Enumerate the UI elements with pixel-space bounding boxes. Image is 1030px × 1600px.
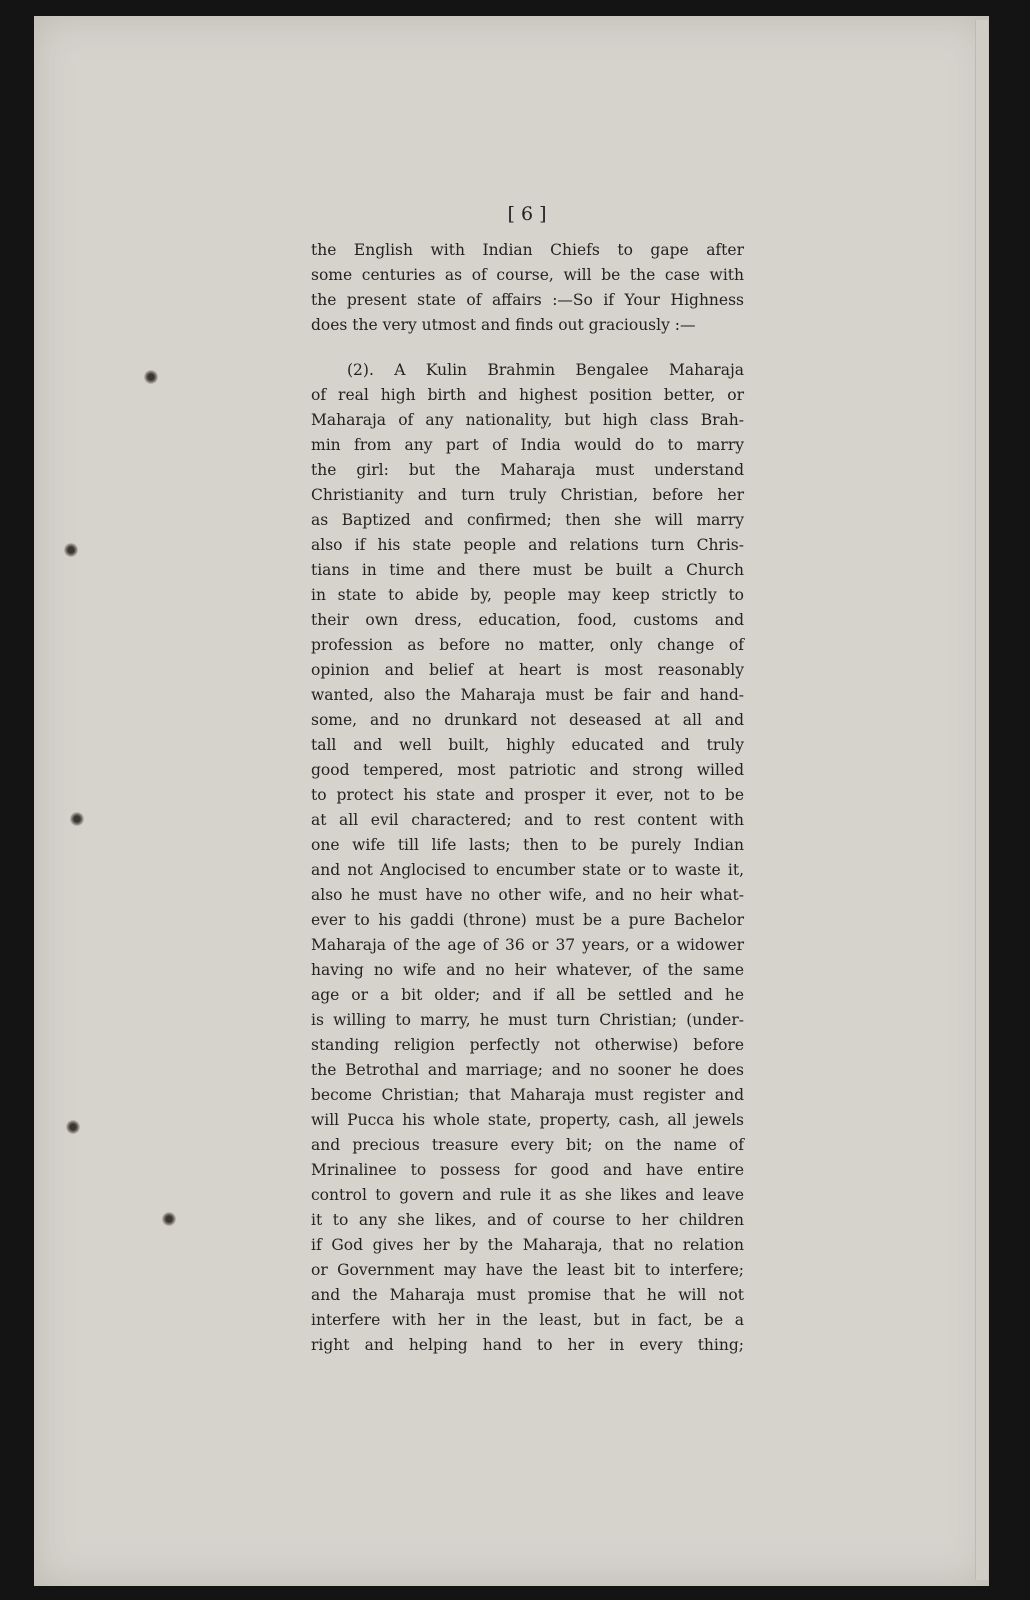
text-line: and precious treasure every bit; on the name of [311,1136,744,1154]
text-line: the girl: but the Maharaja must understand [311,461,744,479]
text-line: good tempered, most patriotic and strong willed [311,761,744,779]
page-edge [975,20,988,1580]
text-line: in state to abide by, people may keep strictly to [311,586,744,604]
punch-hole [70,812,84,826]
text-line: age or a bit older; and if all be settled and he [311,986,744,1004]
paragraph-gap [311,338,744,358]
text-line: tians in time and there must be built a Church [311,561,744,579]
text-line: also he must have no other wife, and no heir what- [311,886,744,904]
punch-hole [64,543,78,557]
text-line: of real high birth and highest position better, or [311,386,744,404]
text-line: as Baptized and confirmed; then she will marry [311,511,744,529]
text-line: Christianity and turn truly Christian, before her [311,486,744,504]
text-line: it to any she likes, and of course to her children [311,1211,744,1229]
text-line: having no wife and no heir whatever, of the same [311,961,744,979]
text-line: also if his state people and relations turn Chris- [311,536,744,554]
text-line: tall and well built, highly educated and truly [311,736,744,754]
text-line: some centuries as of course, will be the case with [311,266,744,284]
text-line: ever to his gaddi (throne) must be a pure Bachelor [311,911,744,929]
text-line: min from any part of India would do to marry [311,436,744,454]
page-number: [ 6 ] [507,203,547,225]
punch-hole [66,1120,80,1134]
text-line: wanted, also the Maharaja must be fair and hand- [311,686,744,704]
body-text [311,238,744,1358]
paragraph-2 [311,358,744,1358]
text-line: and not Anglocised to encumber state or to waste it, [311,861,744,879]
text-line: Mrinalinee to possess for good and have entire [311,1161,744,1179]
punch-hole [162,1212,176,1226]
text-line: Maharaja of any nationality, but high class Brah- [311,411,744,429]
text-line: will Pucca his whole state, property, cash, all jewels [311,1111,744,1129]
text-line: one wife till life lasts; then to be purely Indian [311,836,744,854]
text-line: does the very utmost and finds out graciously :— [311,316,696,334]
punch-hole [144,370,158,384]
text-line: at all evil charactered; and to rest content with [311,811,744,829]
text-line: control to govern and rule it as she likes and leave [311,1186,744,1204]
text-line: Maharaja of the age of 36 or 37 years, or a widower [311,936,744,954]
intro-paragraph [311,238,744,338]
text-line: the Betrothal and marriage; and no sooner he does [311,1061,744,1079]
text-line: to protect his state and prosper it ever, not to be [311,786,744,804]
text-line: the English with Indian Chiefs to gape after [311,241,744,259]
text-line: or Government may have the least bit to interfere; [311,1261,744,1279]
text-line: become Christian; that Maharaja must register and [311,1086,744,1104]
text-line: right and helping hand to her in every thing; [311,1336,744,1354]
text-line: their own dress, education, food, customs and [311,611,744,629]
text-line: interfere with her in the least, but in fact, be a [311,1311,744,1329]
text-line: if God gives her by the Maharaja, that no relation [311,1236,744,1254]
text-line: (2). A Kulin Brahmin Bengalee Maharaja [347,361,744,379]
text-line: profession as before no matter, only change of [311,636,744,654]
text-line: the present state of affairs :—So if Your Highness [311,291,744,309]
text-line: and the Maharaja must promise that he will not [311,1286,744,1304]
text-line: is willing to marry, he must turn Christian; (under- [311,1011,744,1029]
text-line: some, and no drunkard not deseased at all and [311,711,744,729]
text-line: standing religion perfectly not otherwise) before [311,1036,744,1054]
text-line: opinion and belief at heart is most reasonably [311,661,744,679]
